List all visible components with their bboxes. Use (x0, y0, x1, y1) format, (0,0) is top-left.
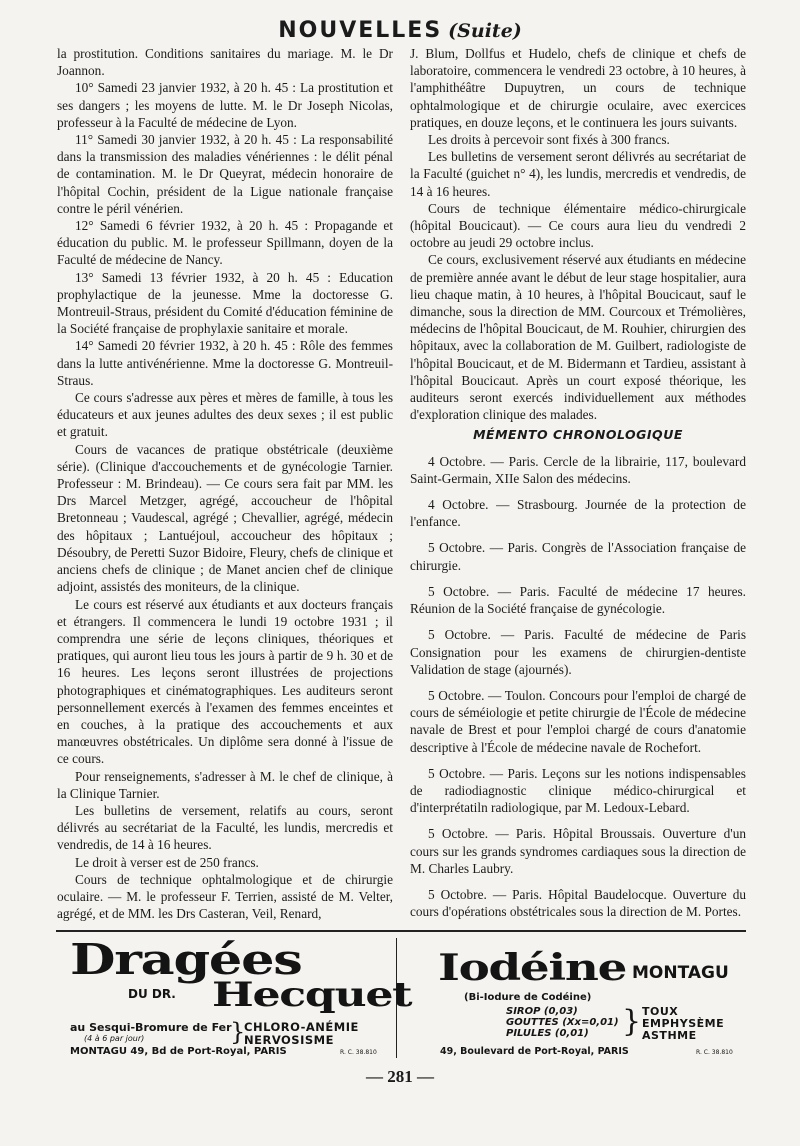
ad-dragees-indication: NERVOSISME (244, 1033, 334, 1047)
memento-title: MÉMENTO CHRONOLOGIQUE (473, 427, 683, 443)
ad-iodeine-sub: (Bi-Iodure de Codéine) (464, 992, 592, 1003)
paragraph: Cours de vacances de pratique obstétricale (deuxième série). (Clinique d'accouchements et de gynécologie Tarnier. Professeur : M. Brindeau). — Ce cours sera fait par MM. les Drs Marcel Metzger, agrégé, accoucheur de l'hôpital Bretonneau ; Vaudescal, agrégé ; Chevallier, agrégé, médecin des hôpitaux ; Lantuéjoul, accoucheur des hôpitaux ; Désoubry, de Peretti Suzor Bidoire, Fleury, chefs de clinique et anciens chefs de clinique ; de Manet ancien chef de clinique adjoint, assistés des moniteurs, de la clinique. (57, 441, 393, 595)
memento-entry: 5 Octobre. — Paris. Faculté de médecine 17 heures. Réunion de la Société française de gynécologie. (410, 583, 746, 617)
memento-entry: 5 Octobre. — Paris. Congrès de l'Association française de chirurgie. (410, 540, 746, 573)
paragraph: Cours de technique ophtalmologique et de chirurgie oculaire. — M. le professeur F. Terrien, assisté de M. Velter, agrégé, et de MM. les Drs Casteran, Veil, Renard, (57, 871, 393, 922)
page-number: — 281 — (366, 1067, 434, 1086)
ad-iodeine-indication: TOUX (642, 1005, 679, 1018)
ad-iodeine-address: 49, Boulevard de Port-Royal, PARIS (440, 1046, 629, 1057)
paragraph: 13° Samedi 13 février 1932, à 20 h. 45 : Education prophylactique de la jeunesse. Mme la doctoresse G. Montreuil-Straus, président du Comité d'éducation féminine de la Société française de prophylaxie sanitaire et morale. (57, 269, 393, 337)
memento-entry: 5 Octobre. — Toulon. Concours pour l'emploi de chargé de cours de séméiologie et petite chirurgie de l'École de médecine navale de Brest et pour l'emploi chargé de cours d'anatomie descriptive à l'École de médecine navale de Rochefort. (410, 687, 746, 755)
ad-iodeine-indication: EMPHYSÈME (642, 1017, 725, 1030)
ad-dragees-line: au Sesqui-Bromure de Fer (70, 1021, 232, 1034)
memento-entry: 5 Octobre. — Paris. Hôpital Baudelocque. Ouverture du cours d'opérations obstétricales sous la direction de M. Portes. (410, 886, 746, 920)
ad-dragees-dose: (4 à 6 par jour) (84, 1034, 145, 1043)
ad-dragees-brand: Dragées (70, 935, 302, 984)
ad-iodeine-brand: Iodéine (438, 947, 627, 989)
paragraph: Les bulletins de versement, relatifs au cours, seront délivrés au secrétariat de la Faculté, les lundis, mercredis et vendredis, de 14 à 16 heures. (57, 802, 393, 853)
header-title: NOUVELLES (278, 18, 443, 43)
ad-iodeine-forms (506, 1006, 619, 1039)
memento-entry: 5 Octobre. — Paris. Leçons sur les notions indispensables de radiodiagnostic clinique médico-chirurgical et d'interprétatiln radiologique, par M. Ledoux-Lebard. (410, 765, 746, 816)
paragraph: Le droit à verser est de 250 francs. (75, 854, 259, 870)
left-column (57, 45, 393, 922)
paragraph: Le cours est réservé aux étudiants et aux docteurs français et étrangers. Il commencera le lundi 19 octobre 1931 ; il comprendra une série de leçons cliniques, théoriques et pratiques, qui auront lieu tous les jours à partir de 9 h. 30 et de 16 heures. Les leçons seront illustrées de projections photographiques et cinématographiques. Les auditeurs seront personnellement exercés à l'examen des femmes enceintes et en couches, à la pratique des accouchements et aux manœuvres obstétricales. Un diplôme sera donné à l'issue de ce cours. (57, 596, 393, 767)
ad-dragees-rc: R. C. 38.810 (340, 1049, 377, 1056)
memento-entry: 4 Octobre. — Paris. Cercle de la librairie, 117, boulevard Saint-Germain, XIIe Salon des médecins. (410, 453, 746, 486)
memento-entry: 5 Octobre. — Paris. Faculté de médecine de Paris Consignation pour les examens de chirurgien-dentiste Validation de stage (ajournés). (410, 627, 746, 677)
ad-iodeine-form: PILULES (0,01) (506, 1028, 589, 1039)
brace-icon: } (230, 1018, 246, 1046)
ad-dragees-address: MONTAGU 49, Bd de Port-Royal, PARIS (70, 1046, 287, 1057)
ad-top-rule (56, 930, 746, 932)
paragraph: 10° Samedi 23 janvier 1932, à 20 h. 45 : La prostitution et ses dangers ; les moyens de lutte. M. le Dr Joseph Nicolas, professeur à la Faculté de médecine de Lyon. (57, 80, 393, 130)
ad-iodeine-maker: MONTAGU (632, 963, 729, 983)
paragraph: Les bulletins de versement seront délivrés au secrétariat de la Faculté (guichet n° 4), les lundis, mercredis et vendredis, de 14 à 16 heures. (410, 149, 746, 199)
ad-iodeine-form: GOUTTES (Xx=0,01) (506, 1017, 619, 1028)
memento-entry: 4 Octobre. — Strasbourg. Journée de la protection de l'enfance. (410, 497, 746, 530)
paragraph: 12° Samedi 6 février 1932, à 20 h. 45 : Propagande et éducation du public. M. le professeur Spillmann, doyen de la Faculté de médecine de Nancy. (57, 218, 393, 268)
brace-icon: } (622, 1004, 642, 1039)
memento-entry: 5 Octobre. — Paris. Hôpital Broussais. Ouverture d'un cours sur les grands syndromes cardiaques sous la direction de M. Charles Laubry. (410, 826, 746, 876)
paragraph: 14° Samedi 20 février 1932, à 20 h. 45 : Rôle des femmes dans la lutte antivénérienne. Mme la doctoresse G. Montreuil-Straus. (57, 338, 393, 388)
header-suite: (Suite) (448, 20, 522, 42)
ad-iodeine-rc: R. C. 38.810 (696, 1049, 733, 1056)
paragraph: 11° Samedi 30 janvier 1932, à 20 h. 45 : La responsabilité dans la transmission des maladies vénériennes : le délit pénal de contamination. M. le Dr Queyrat, médecin honoraire de l'hôpital Cochin, président de la Ligue nationale française contre le péril vénérien. (57, 132, 393, 216)
ad-iodeine-indication: ASTHME (642, 1029, 697, 1042)
ad-iodeine-form: SIROP (0,03) (506, 1006, 578, 1017)
paragraph: Cours de technique élémentaire médico-chirurgicale (hôpital Boucicaut). — Ce cours aura lieu du vendredi 2 octobre au jeudi 29 octobre inclus. (410, 200, 746, 251)
ad-dragees-du: DU DR. (128, 987, 176, 1001)
ad-dragees-indication: CHLORO-ANÉMIE (244, 1020, 359, 1034)
paragraph: Ce cours, exclusivement réservé aux étudiants en médecine de première année avant le début de leur stage hospitalier, aura lieu chaque matin, à 10 heures, à l'hôpital Boucicaut, sauf le dimanche, sous la direction de MM. Courcoux et Trémolières, médecins de l'hôpital Boucicaut, de M. Rouhier, chirurgien des hôpitaux, avec la collaboration de M. Guilbert, radiologiste de l'hôpital Boucicaut, et de M. Bidermann et Tardieu, assistant à l'hôpital Boucicaut. Après un court exposé théorique, les auditeurs seront exercés individuellement aux méthodes d'exploration clinique des malades. (410, 252, 746, 423)
ad-dragees-name: Hecquet (212, 975, 412, 1015)
paragraph: Les droits à percevoir sont fixés à 300 francs. (428, 132, 670, 148)
paragraph: Pour renseignements, s'adresser à M. le chef de clinique, à la Clinique Tarnier. (57, 768, 393, 801)
page-header (0, 18, 800, 43)
paragraph: J. Blum, Dollfus et Hudelo, chefs de clinique et chefs de laboratoire, commencera le vendredi 23 octobre, à 10 heures, à l'amphithéâtre Dupuytren, un cours de technique ophtalmologique et de chirurgie oculaire, avec exercices pratiques, en douze leçons, et le continuera les jours suivants. (410, 46, 746, 130)
ad-iodeine-indications (642, 1006, 724, 1042)
paragraph: la prostitution. Conditions sanitaires du mariage. M. le Dr Joannon. (57, 46, 393, 79)
right-column (410, 45, 746, 920)
paragraph: Ce cours s'adresse aux pères et mères de famille, à tous les éducateurs et aux jeunes adultes des deux sexes ; il est public et gratuit. (57, 390, 393, 440)
